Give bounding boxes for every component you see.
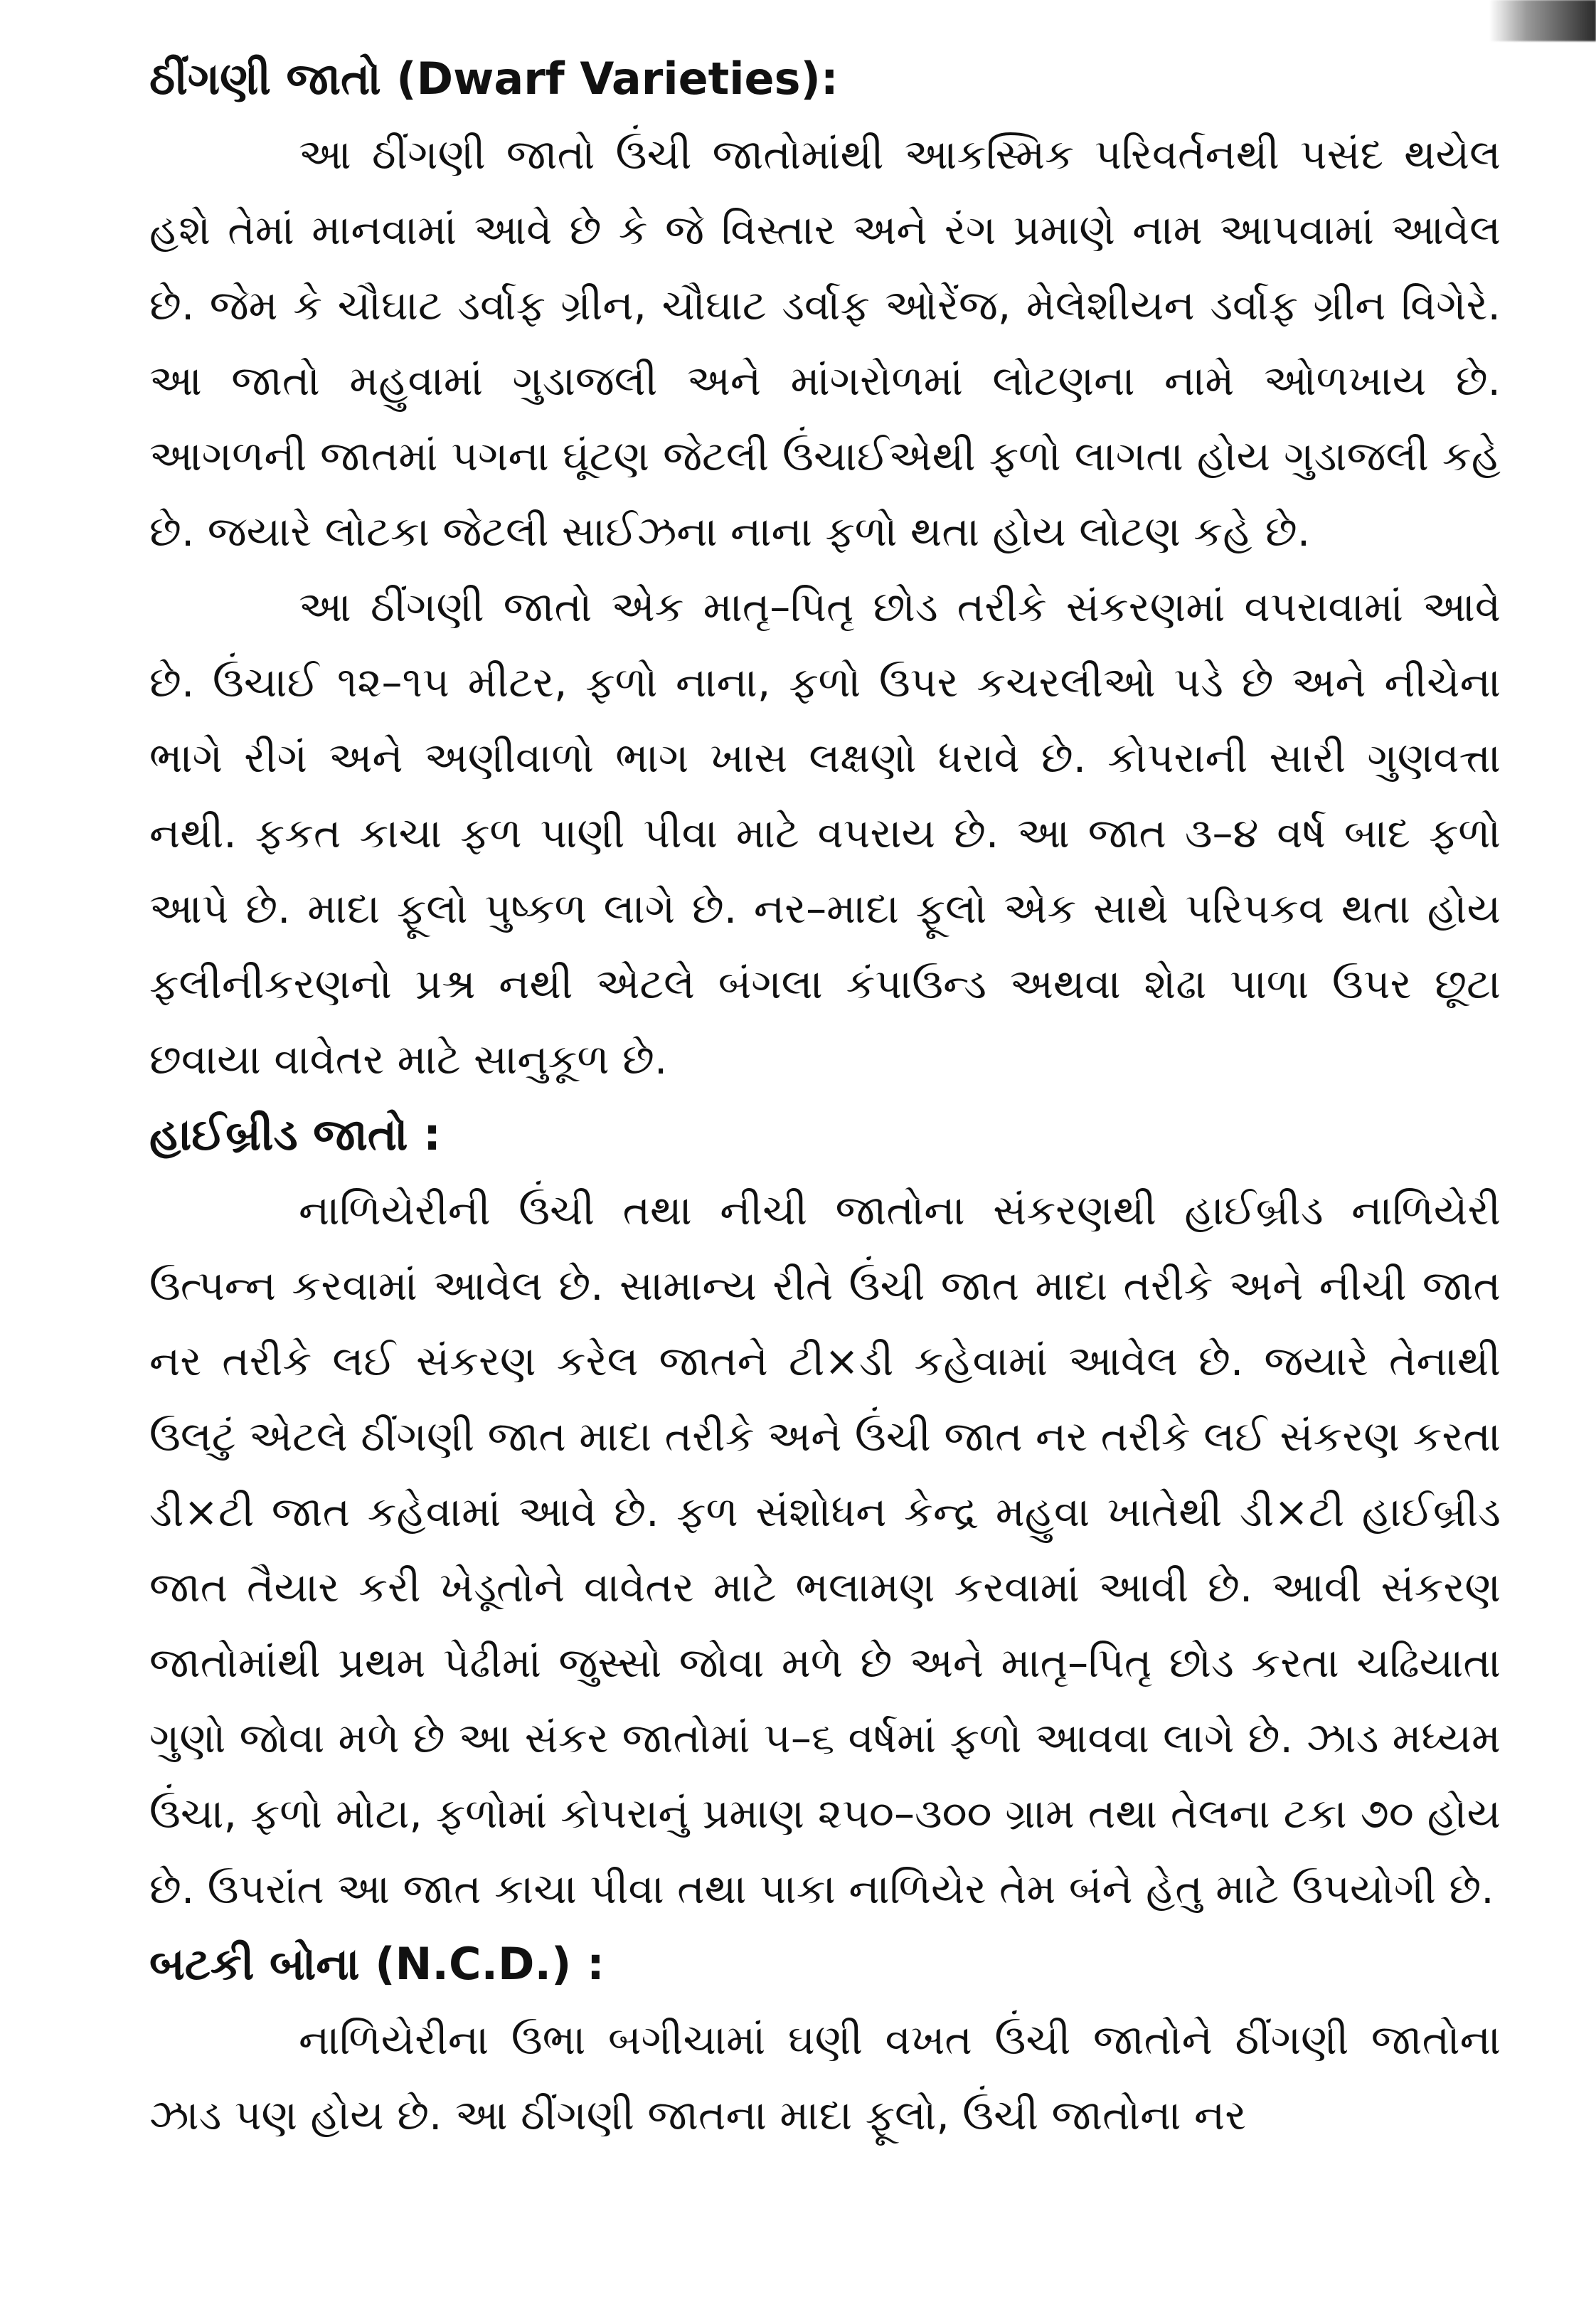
section-hybrid-varieties [149, 1097, 1501, 1927]
document-page [149, 41, 1501, 2153]
paragraph: આ ઠીંગણી જાતો એક માતૃ–પિતૃ છોડ તરીકે સંકરણમાં વપરાવામાં આવે છે. ઉંચાઈ ૧૨–૧૫ મીટર, ફળો નાના, ફળો ઉપર કચરલીઓ પડે છે અને નીચેના ભાગે રીગં અને અણીવાળો ભાગ ખાસ લક્ષણો ધરાવે છે. કોપરાની સારી ગુણવત્તા નથી. ફકત કાચા ફળ પાણી પીવા માટે વપરાય છે. આ જાત ૩–૪ વર્ષ બાદ ફળો આપે છે. માદા ફૂલો પુષ્કળ લાગે છે. નર–માદા ફૂલો એક સાથે પરિપકવ થતા હોય ફલીનીકરણનો પ્રશ્ર નથી એટલે બંગલા કંપાઉન્ડ અથવા શેઢા પાળા ઉપર છૂટા છવાયા વાવેતર માટે સાનુકૂળ છે. [149, 583, 1501, 1083]
paragraph: નાળિયેરીના ઉભા બગીચામાં ઘણી વખત ઉંચી જાતોને ઠીંગણી જાતોના ઝાડ પણ હોય છે. આ ઠીંગણી જાતના માદા ફૂલો, ઉંચી જાતોના નર [149, 2015, 1501, 2139]
section-heading: ઠીંગણી જાતો (Dwarf Varieties): [149, 53, 839, 105]
section-dwarf-varieties [149, 41, 1501, 1097]
paragraph: નાળિયેરીની ઉંચી તથા નીચી જાતોના સંકરણથી હાઈબ્રીડ નાળિયેરી ઉત્પન્ન કરવામાં આવેલ છે. સામાન્ય રીતે ઉંચી જાત માદા તરીકે અને નીચી જાત નર તરીકે લઈ સંકરણ કરેલ જાતને ટી×ડી કહેવામાં આવેલ છે. જયારે તેનાથી ઉલટું એટલે ઠીંગણી જાત માદા તરીકે અને ઉંચી જાત નર તરીકે લઈ સંકરણ કરતા ડી×ટી જાત કહેવામાં આવે છે. ફળ સંશોધન કેન્દ્ર મહુવા ખાતેથી ડી×ટી હાઈબ્રીડ જાત તૈયાર કરી ખેડૂતોને વાવેતર માટે ભલામણ કરવામાં આવી છે. આવી સંકરણ જાતોમાંથી પ્રથમ પેઢીમાં જુસ્સો જોવા મળે છે અને માતૃ–પિતૃ છોડ કરતા ચઢિયાતા ગુણો જોવા મળે છે આ સંકર જાતોમાં ૫–૬ વર્ષમાં ફળો આવવા લાગે છે. ઝાડ મધ્યમ ઉંચા, ફળો મોટા, ફળોમાં કોપરાનું પ્રમાણ ૨૫૦–૩૦૦ ગ્રામ તથા તેલના ટકા ૭૦ હોય છે. ઉપરાંત આ જાત કાચા પીવા તથા પાકા નાળિયેર તેમ બંને હેતુ માટે ઉપયોગી છે. [149, 1186, 1501, 1913]
paragraph: આ ઠીંગણી જાતો ઉંચી જાતોમાંથી આકસ્મિક પરિવર્તનથી પસંદ થયેલ હશે તેમાં માનવામાં આવે છે કે જે વિસ્તાર અને રંગ પ્રમાણે નામ આપવામાં આવેલ છે. જેમ કે ચૌઘાટ ડર્વાફ ગ્રીન, ચૌઘાટ ડર્વાફ ઓરેંજ, મેલેશીયન ડર્વાફ ગ્રીન વિગેરે. આ જાતો મહુવામાં ગુડાજલી અને માંગરોળમાં લોટણના નામે ઓળખાય છે. આગળની જાતમાં પગના ઘૂંટણ જેટલી ઉંચાઈએથી ફળો લાગતા હોય ગુડાજલી કહે છે. જયારે લોટકા જેટલી સાઈઝના નાના ફળો થતા હોય લોટણ કહે છે. [149, 130, 1501, 556]
section-heading: હાઈબ્રીડ જાતો : [149, 1108, 441, 1160]
scan-edge-mark [1489, 0, 1596, 41]
section-heading: બટકી બોના (N.C.D.) : [149, 1938, 605, 1990]
section-ncd [149, 1927, 1501, 2153]
